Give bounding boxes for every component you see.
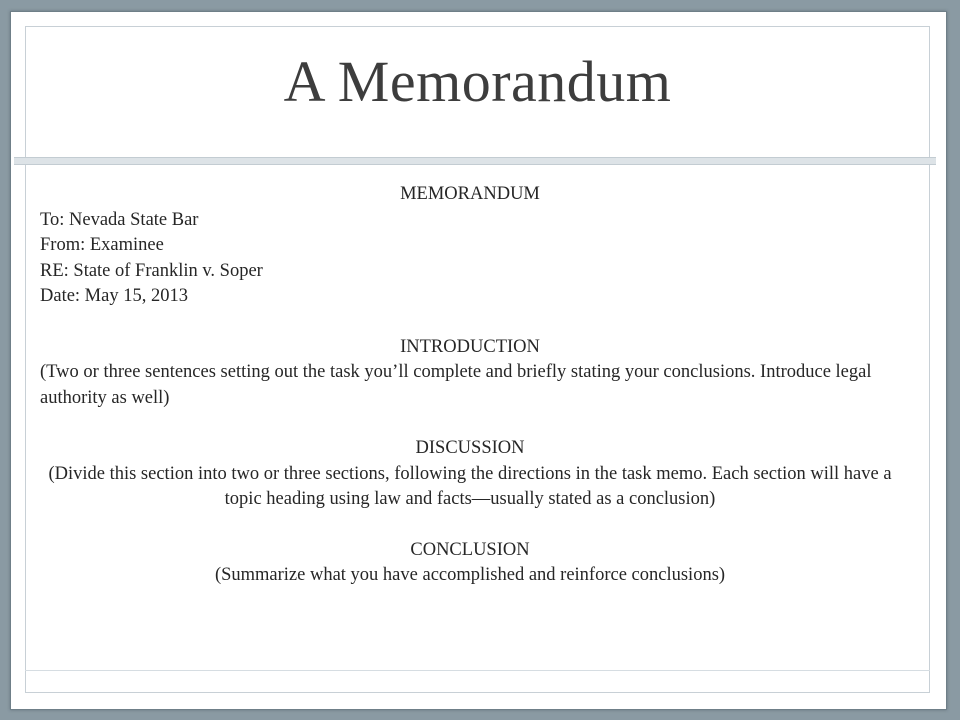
footer-divider <box>25 670 930 671</box>
title-divider <box>14 157 936 165</box>
spacer <box>40 411 900 436</box>
introduction-body: (Two or three sentences setting out the task you’ll complete and briefly stating your conclusions. Introduce legal authority as well) <box>40 362 872 408</box>
discussion-body: (Divide this section into two or three sections, following the directions in the task memo. Each section will have a topic heading using law and facts—usually stated as a conclusion) <box>48 463 892 509</box>
conclusion-body: (Summarize what you have accomplished and reinforce conclusions) <box>214 565 726 585</box>
memo-from: From: Examinee <box>40 235 164 255</box>
discussion-heading: DISCUSSION <box>415 438 525 458</box>
memo-to: To: Nevada State Bar <box>40 209 199 230</box>
spacer <box>40 513 900 538</box>
introduction-heading: INTRODUCTION <box>400 336 540 357</box>
memo-date: Date: May 15, 2013 <box>40 286 188 306</box>
title-area <box>25 26 930 169</box>
slide-title: A Memorandum <box>283 49 672 114</box>
memo-re: RE: State of Franklin v. Soper <box>40 260 263 281</box>
conclusion-heading: CONCLUSION <box>410 539 530 560</box>
spacer <box>40 310 900 335</box>
memo-heading: MEMORANDUM <box>400 184 540 204</box>
memo-body <box>40 182 900 589</box>
